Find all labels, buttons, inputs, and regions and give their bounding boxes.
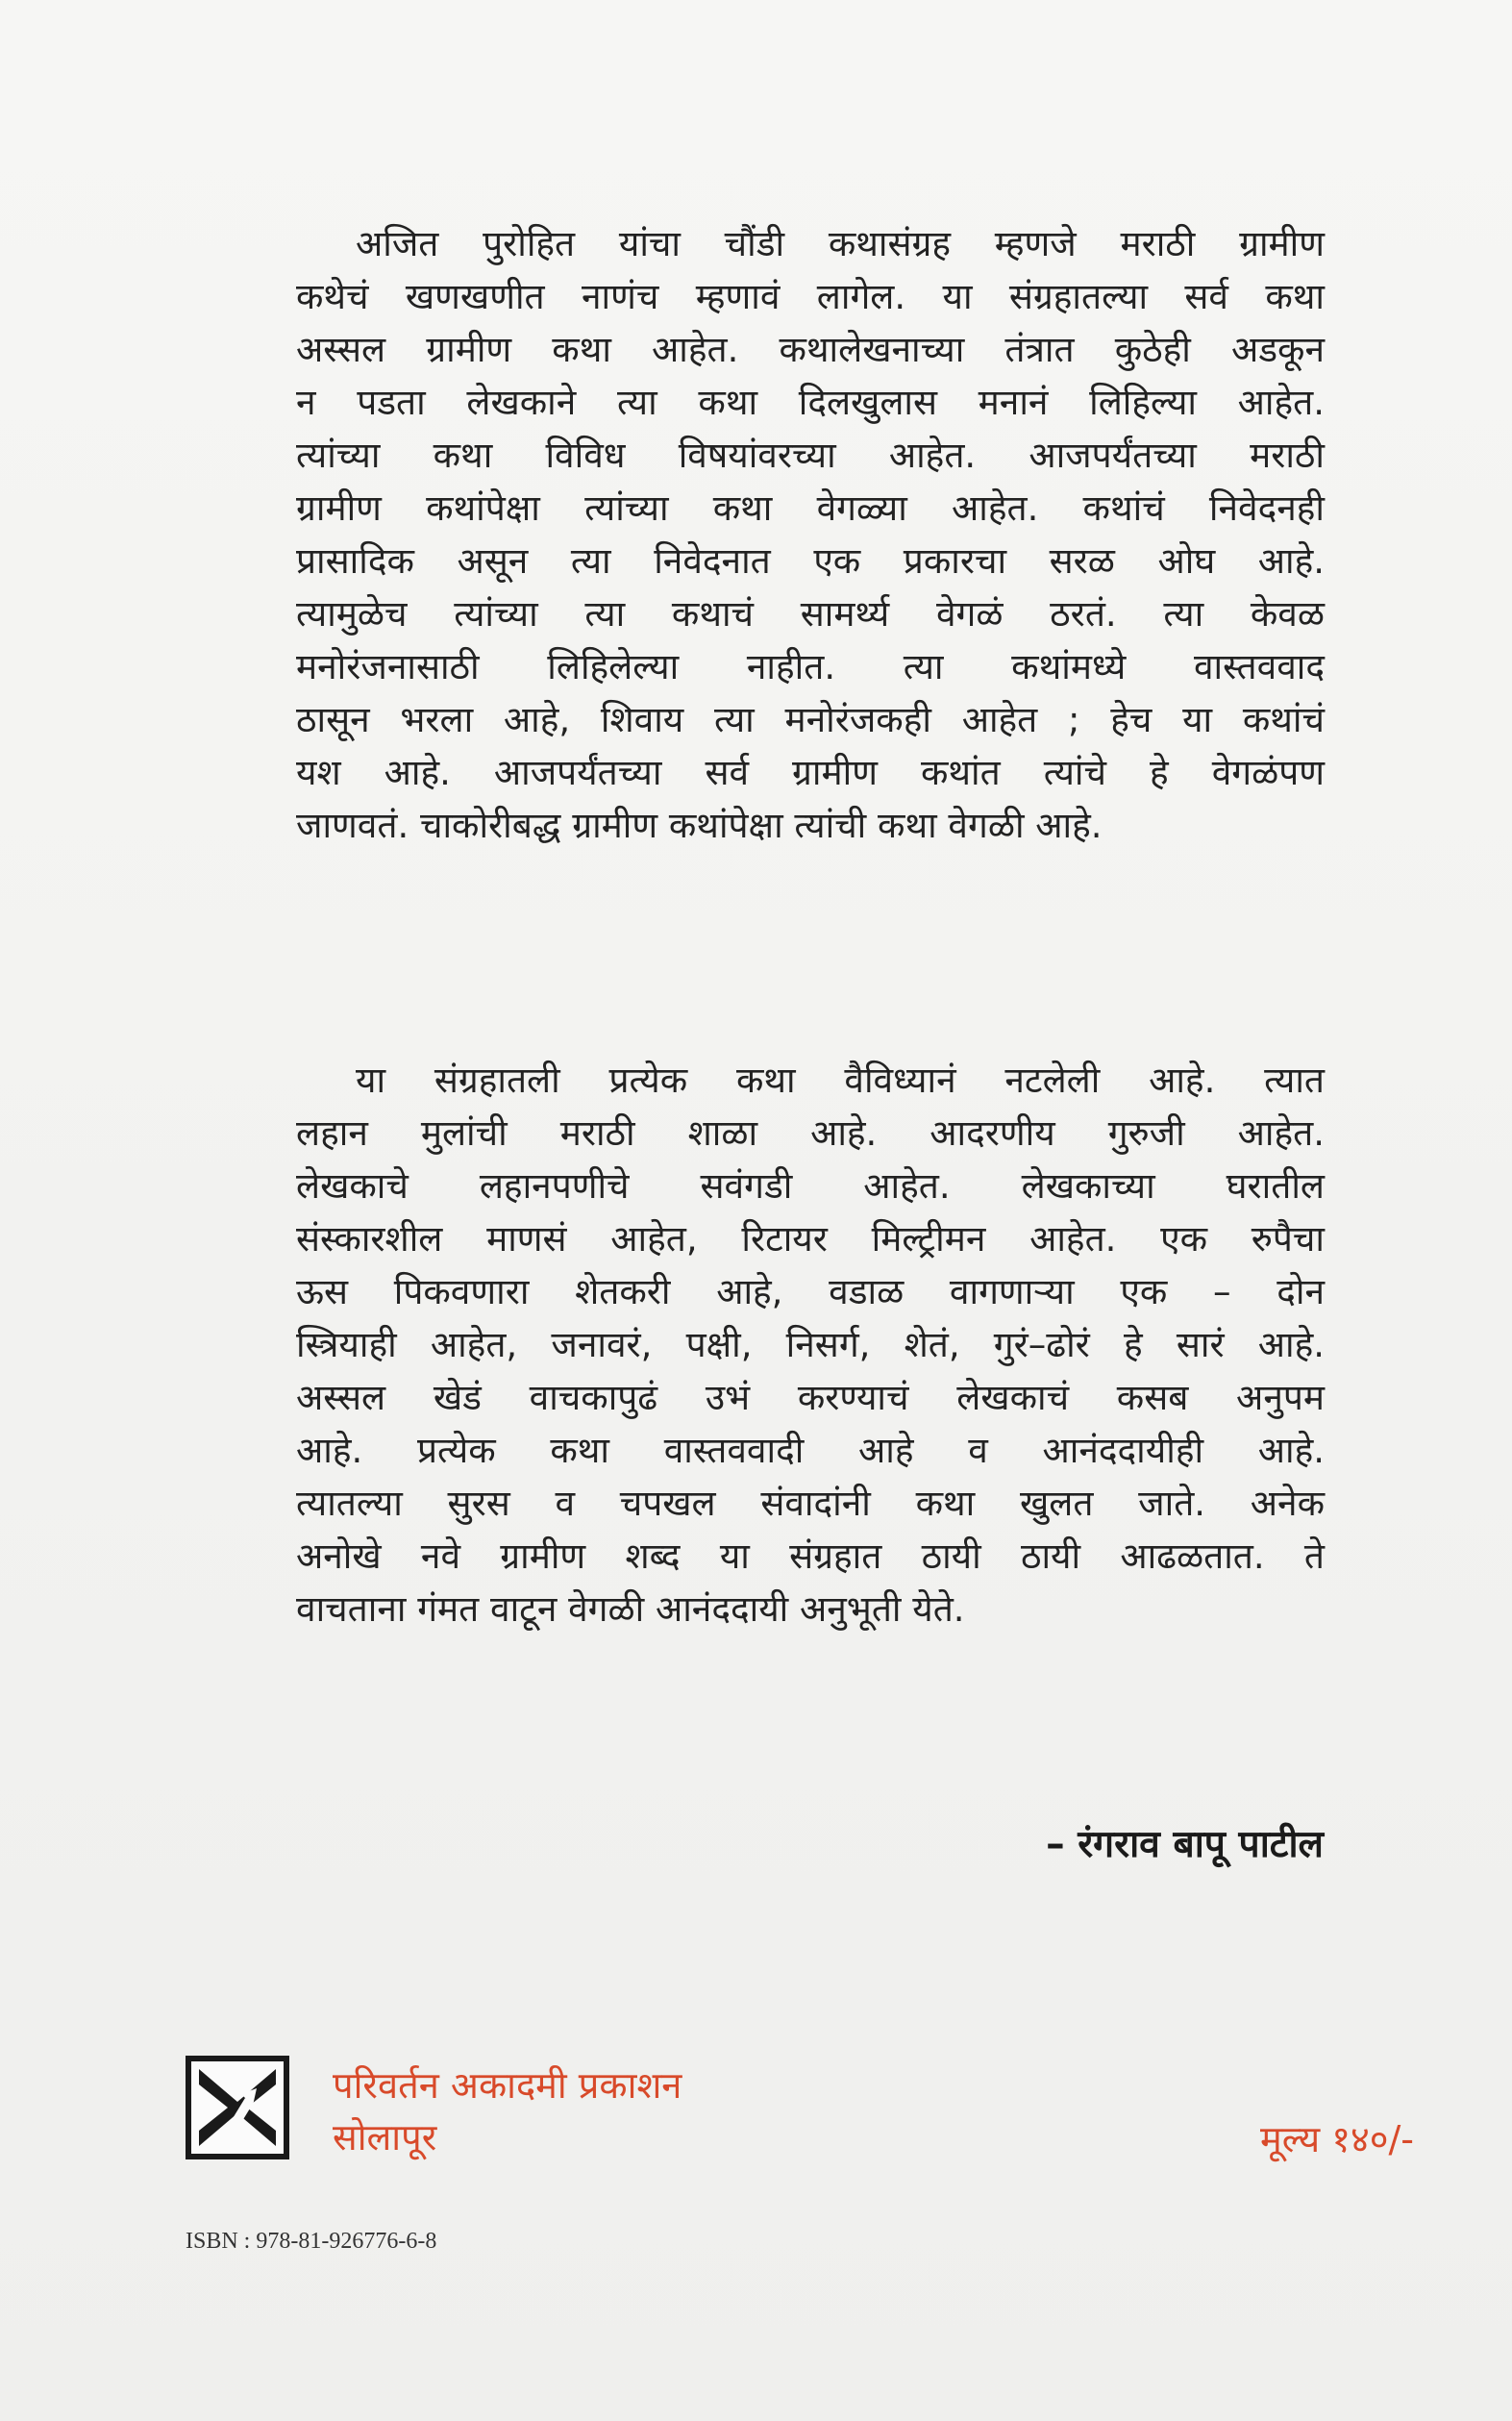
blurb-line: अजित पुरोहित यांचा चौंडी कथासंग्रह म्हणजे मराठी ग्रामीण: [356, 223, 1325, 264]
blurb-line: न पडता लेखकाने त्या कथा दिलखुलास मनानं लिहिल्या आहेत.: [296, 382, 1325, 423]
blurb-line: स्त्रियाही आहेत, जनावरं, पक्षी, निसर्ग, शेतं, गुरं–ढोरं हे सारं आहे.: [296, 1324, 1325, 1365]
blurb-line: ऊस पिकवणारा शेतकरी आहे, वडाळ वागणाऱ्या एक – दोन: [296, 1271, 1325, 1312]
blurb-paragraph-1: [296, 217, 1325, 852]
blurb-line: प्रासादिक असून त्या निवेदनात एक प्रकारचा सरळ ओघ आहे.: [296, 540, 1325, 582]
blurb-line: यश आहे. आजपर्यंतच्या सर्व ग्रामीण कथांत त्यांचे हे वेगळंपण: [296, 752, 1325, 793]
publisher-block: [333, 2059, 682, 2163]
blurb-line: जाणवतं. चाकोरीबद्ध ग्रामीण कथांपेक्षा त्यांची कथा वेगळी आहे.: [296, 805, 1103, 846]
blurb-line: त्यातल्या सुरस व चपखल संवादांनी कथा खुलत जाते. अनेक: [296, 1483, 1325, 1524]
blurb-line: संस्कारशील माणसं आहेत, रिटायर मिल्ट्रीमन आहेत. एक रुपैचा: [296, 1218, 1325, 1260]
blurb-line: अस्सल खेडं वाचकापुढं उभं करण्याचं लेखकाचं कसब अनुपम: [296, 1377, 1325, 1418]
isbn-number: ISBN : 978-81-926776-6-8: [186, 2229, 437, 2254]
blurb-line: लहान मुलांची मराठी शाळा आहे. आदरणीय गुरुजी आहेत.: [296, 1112, 1325, 1154]
blurb-line: अनोखे नवे ग्रामीण शब्द या संग्रहात ठायी ठायी आढळतात. ते: [296, 1535, 1325, 1577]
publisher-name: परिवर्तन अकादमी प्रकाशन: [333, 2064, 682, 2107]
blurb-line: त्यांच्या कथा विविध विषयांवरच्या आहेत. आजपर्यंतच्या मराठी: [296, 435, 1325, 476]
blurb-line: अस्सल ग्रामीण कथा आहेत. कथालेखनाच्या तंत्रात कुठेही अडकून: [296, 329, 1325, 370]
blurb-line: कथेचं खणखणीत नाणंच म्हणावं लागेल. या संग्रहातल्या सर्व कथा: [296, 276, 1325, 317]
publisher-logo-icon: [186, 2056, 289, 2159]
blurb-line: वाचताना गंमत वाटून वेगळी आनंददायी अनुभूती येते.: [296, 1588, 965, 1630]
blurb-line: या संग्रहातली प्रत्येक कथा वैविध्यानं नटलेली आहे. त्यात: [356, 1060, 1325, 1101]
price-label: मूल्य १४०/-: [1259, 2118, 1414, 2160]
blurb-line: लेखकाचे लहानपणीचे सवंगडी आहेत. लेखकाच्या घरातील: [296, 1165, 1325, 1207]
blurb-line: ग्रामीण कथांपेक्षा त्यांच्या कथा वेगळ्या आहेत. कथांचं निवेदनही: [296, 487, 1325, 529]
publisher-logo-icon: [186, 2056, 289, 2159]
author-signature: – रंगराव बापू पाटील: [1046, 1823, 1324, 1866]
blurb-line: ठासून भरला आहे, शिवाय त्या मनोरंजकही आहेत ; हेच या कथांचं: [296, 699, 1325, 740]
blurb-line: मनोरंजनासाठी लिहिलेल्या नाहीत. त्या कथांमध्ये वास्तववाद: [296, 646, 1325, 687]
publisher-city: सोलापूर: [333, 2116, 437, 2159]
blurb-line: आहे. प्रत्येक कथा वास्तववादी आहे व आनंददायीही आहे.: [296, 1430, 1325, 1471]
blurb-paragraph-2: [296, 1054, 1325, 1635]
blurb-line: त्यामुळेच त्यांच्या त्या कथाचं सामर्थ्य वेगळं ठरतं. त्या केवळ: [296, 593, 1325, 635]
